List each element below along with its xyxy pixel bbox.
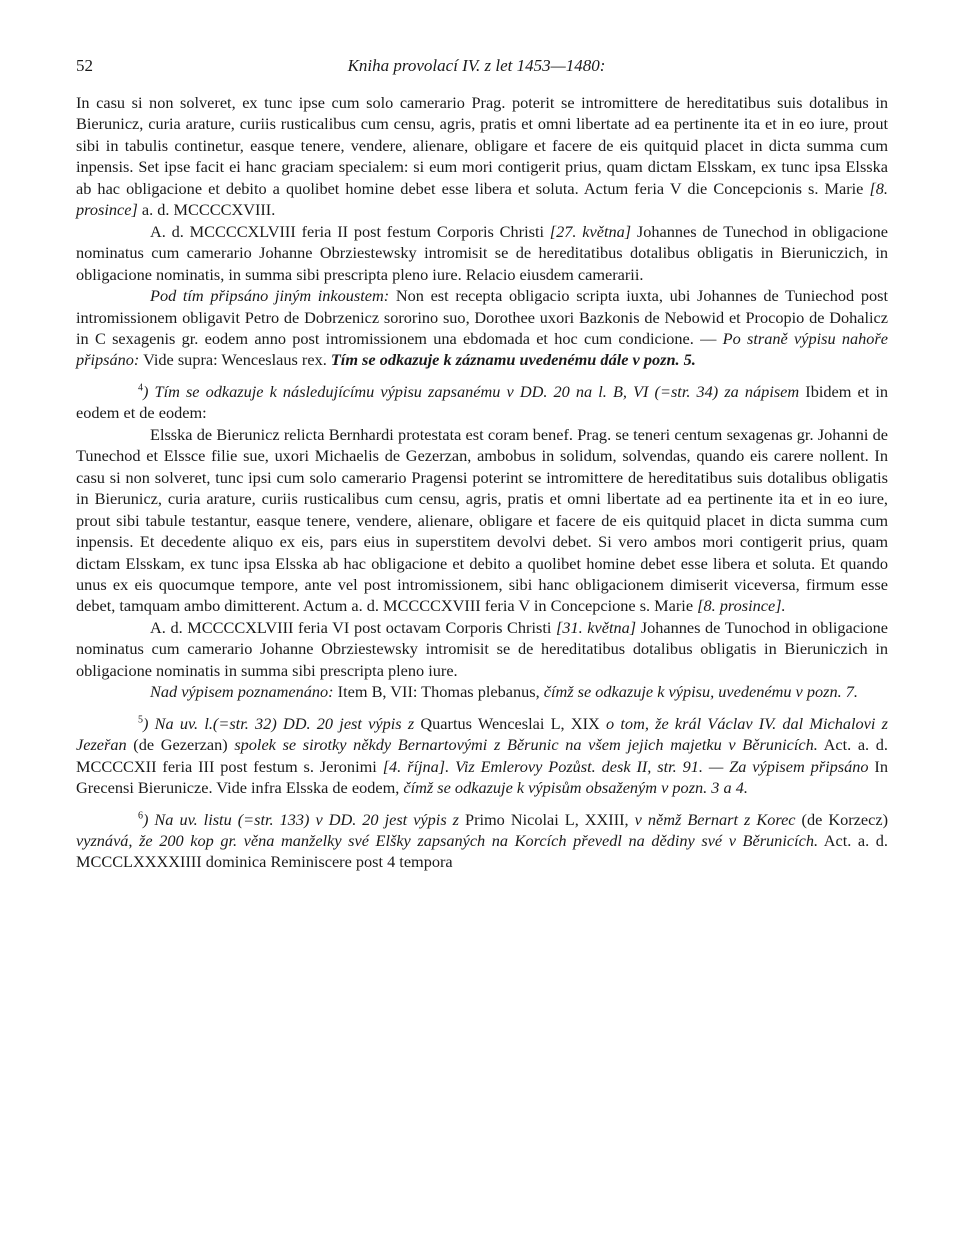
text-run: Act. a. d. MCCCLXXXXIIII dominica Reminiscere post 4 tempora bbox=[76, 830, 888, 872]
footnote-number: 6 bbox=[138, 810, 143, 822]
text-run: čímž se odkazuje k výpisům obsaženým v pozn. 3 a 4. bbox=[403, 778, 748, 798]
footnote bbox=[76, 713, 888, 799]
text-run: Nad výpisem poznamenáno: bbox=[150, 682, 334, 702]
text-run: ) Tím se odkazuje k následujícímu výpisu zapsanému v DD. 20 na l. B, VI (=str. 34) za nápisem bbox=[143, 381, 800, 401]
document-page bbox=[76, 56, 888, 873]
text-run: Primo Nicolai L, XXIII, bbox=[459, 809, 635, 829]
text-run: (de Gezerzan) bbox=[126, 735, 235, 755]
text-run: Johannes de Tunechod in obligacione nominatus cum camerario Johanne Obrziestewsky intromisit se de hereditatibus dotalibus obligatis in Bieruniczich, in obligacione nominatis, in summa sibi prescripta pleno iure. Relacio eiusdem camerarii. bbox=[76, 221, 889, 284]
text-run: vyznává, že 200 kop gr. věna manželky své Elšky zapsaných na Korcích převedl na dědiny své v Běrunicích. bbox=[76, 830, 819, 850]
text-run: A. d. MCCCCXLVIII feria VI post octavam Corporis Christi bbox=[150, 617, 556, 637]
footnote-number: 5 bbox=[138, 714, 143, 726]
text-run: [8. prosince] bbox=[76, 178, 888, 220]
text-run: ) Na uv. listu (=str. 133) v DD. 20 jest výpis z bbox=[143, 809, 459, 829]
paragraph bbox=[76, 681, 888, 702]
text-run: A. d. MCCCCXLVIII feria II post festum Corporis Christi bbox=[150, 221, 550, 241]
paragraph bbox=[76, 92, 888, 221]
text-run: a. d. MCCCCXVIII. bbox=[137, 200, 276, 220]
text-run: ) Na uv. l.(=str. 32) DD. 20 jest výpis z bbox=[143, 713, 415, 733]
footnote-number: 4 bbox=[138, 382, 143, 394]
page-number: 52 bbox=[76, 56, 93, 75]
text-run: Po straně výpisu nahoře připsáno: bbox=[76, 328, 888, 370]
text-run: [31. května] bbox=[556, 617, 637, 637]
text-run: spolek se sirotky někdy Bernartovými z Běrunic na všem jejich majetku v Běrunicích. bbox=[234, 735, 818, 755]
text-run: Ibidem et in eodem et de eodem: bbox=[76, 381, 888, 423]
footnote bbox=[76, 381, 888, 424]
text-run: Vide supra: Wenceslaus rex. bbox=[139, 350, 331, 370]
running-header bbox=[76, 56, 888, 92]
text-run: v němž Bernart z Korec bbox=[634, 809, 796, 829]
text-run: Tím se odkazuje k záznamu uvedenému dále v pozn. 5. bbox=[330, 350, 696, 370]
text-run: Pod tím připsáno jiným inkoustem: bbox=[150, 286, 390, 306]
text-run: Non est recepta obligacio scripta iuxta, ubi Johannes de Tuniechod post intromissionem obligavit Petro de Dobrzenicz sororino suo, Dorothee uxori Bazkonis de Nebowid et Procopio de Dohalicz in C sexagenis gr. eodem anno post intromissionem una ebdomada et hoc cum condicione. — bbox=[76, 286, 888, 348]
paragraph bbox=[76, 285, 888, 371]
text-run: In casu si non solveret, ex tunc ipse cum solo camerario Prag. poterit se intromittere de hereditatibus suis dotalibus in Bierunicz, curia arature, curiis rusticalibus cum censu, agris, pratis et omni libertate ad ea pertinente ita et in eo iure, prout sibi in tabulis continetur, easque tenere, vendere, alienare, obligare et facere de eis quitquid placet in dicta summa cum inpensis. Set ipse facit ei hanc graciam specialem: si eum mori contigerit prius, quam dictam Elsskam, ex tunc ipsa Elsska ab hac obligacione et debito a quolibet homine debet esse libera et soluta. Actum feria V die Concepcionis s. Marie bbox=[76, 93, 888, 198]
running-title: Kniha provolací IV. z let 1453—1480: bbox=[347, 56, 606, 75]
text-run: [4. října]. Viz Emlerovy Pozůst. desk II, str. 91. — Za výpisem připsáno bbox=[382, 756, 869, 776]
body-text bbox=[76, 92, 888, 873]
text-run: Quartus Wenceslai L, XIX bbox=[414, 713, 607, 733]
footnote bbox=[76, 809, 888, 873]
text-run: čímž se odkazuje k výpisu, uvedenému v pozn. 7. bbox=[543, 682, 858, 702]
text-run: Elsska de Bierunicz relicta Bernhardi protestata est coram benef. Prag. se teneri centum sexagenas gr. Johanni de Tunechod et Elssce filie sue, uxori Michaelis de Gezerzan, ambobus in solidum, solvendas, quando eis carere nollent. In casu si non solveret, tunc ipsi cum solo camerario Pragensi poterint se intromittere de hereditatibus suis dotalibus obligatis in Bierunicz, curia arature, curiis rusticalibus cum censu, agris, pratis et omni libertate ad ea pertinente ita et in eo iure, prout sibi tabule testantur, easque tenere, vendere, alienare, obligare et facere de eis quitquid placet in dicta summa cum inpensis. Et decedente aliquo ex eis, pars eius in superstitem devolvi debet. Si vero ambos mori contigerit prius, quam dictam Elsskam, ex tunc ipsa Elsska ab hac obligacione et debito a quolibet homine debet esse libera et soluta. Et quando unus ex eis quocumque tempore, ante vel post intromissionem, sibi hanc obligacionem dimiserit viceversa, firmum esse debet, tamquam ambo dimitterent. Actum a. d. MCCCCXVIII feria V in Concepcione s. Marie bbox=[76, 424, 888, 616]
text-run: (de Korzecz) bbox=[795, 809, 888, 829]
text-run: [8. prosince]. bbox=[697, 596, 786, 616]
text-run: [27. května] bbox=[549, 221, 632, 241]
paragraph bbox=[76, 424, 888, 617]
paragraph bbox=[76, 221, 888, 285]
text-run: Item B, VII: Thomas plebanus, bbox=[333, 682, 544, 702]
text-run: o tom, že král Václav IV. dal Michalovi z Jezeřan bbox=[76, 713, 888, 755]
paragraph bbox=[76, 617, 888, 681]
text-run: In Grecensi Bierunicze. Vide infra Elsska de eodem, bbox=[76, 756, 888, 798]
text-run: Johannes de Tunochod in obligacione nominatus cum camerario Johanne Obrziestewsky intromisit se de hereditatibus dotalibus obligatis in Bieruniczich in obligacione nominatis in summa sibi prescripta pleno iure. bbox=[76, 617, 889, 680]
text-run: Act. a. d. MCCCCXII feria III post festum s. Jeronimi bbox=[76, 735, 889, 776]
